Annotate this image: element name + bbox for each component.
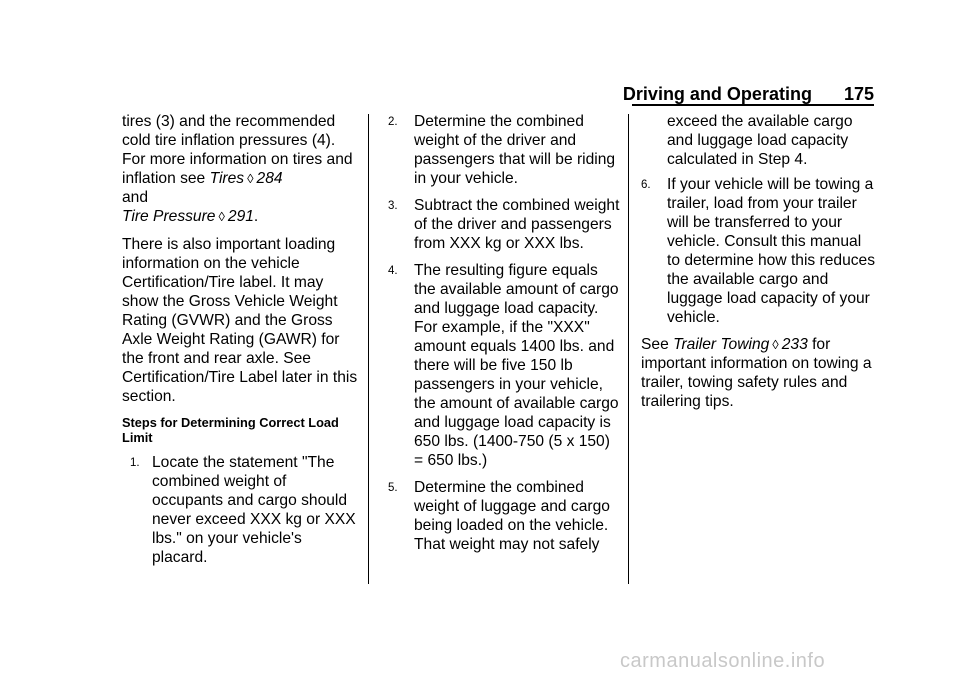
- column-divider-2: [628, 114, 629, 584]
- subheading-load-limit: Steps for Determining Correct Load Limit: [122, 415, 339, 445]
- xref-tires-link[interactable]: Tires: [209, 170, 245, 187]
- step-number: 2.: [388, 116, 398, 128]
- step-text: Determine the combined weight of the driver and passengers that will be riding in your vehicle.: [414, 113, 616, 187]
- column-divider-1: [368, 114, 369, 584]
- watermark: carmanualsonline.info: [620, 650, 826, 672]
- header-rule: [632, 104, 874, 106]
- page-ref-icon: ◊: [247, 171, 254, 186]
- column-2: [388, 112, 620, 562]
- xref-page-233[interactable]: 233: [781, 336, 808, 353]
- step-text: Determine the combined weight of luggage and cargo being loaded on the vehicle. That weight may not safely: [414, 479, 610, 553]
- step-item-4: [388, 261, 620, 470]
- period: .: [253, 208, 259, 225]
- step-item-1: [122, 453, 358, 567]
- paragraph-trailer: [641, 335, 877, 411]
- page-ref-icon: ◊: [772, 337, 779, 352]
- step-item-2: [388, 112, 620, 188]
- paragraph-text: tires (3) and the recommended cold tire inflation pressures (4). For more information on tires and inflation see: [122, 113, 353, 187]
- step-text: Locate the statement "The combined weight of occupants and cargo should never exceed XXX kg or XXX lbs." on your vehicle's placard.: [152, 454, 356, 566]
- section-title: Driving and Operating: [622, 84, 812, 104]
- xref-page-291[interactable]: 291: [227, 208, 254, 225]
- page-ref-icon: ◊: [218, 209, 225, 224]
- xref-trailer-towing-link[interactable]: Trailer Towing: [673, 336, 770, 353]
- page-number: 175: [843, 84, 874, 104]
- step-text: Subtract the combined weight of the driver and passengers from XXX kg or XXX lbs.: [414, 197, 620, 252]
- paragraph-tires: [122, 112, 358, 226]
- step-text: The resulting figure equals the available amount of cargo and luggage load capacity. For example, if the "XXX" amount equals 1400 lbs. and there will be five 150 lb passengers in your vehicle, the amount of available cargo and luggage load capacity is 650 lbs. (1400-750 (5 x 150) = 650 lbs.): [414, 262, 619, 469]
- and-text: and: [122, 189, 149, 206]
- xref-tire-pressure-link[interactable]: Tire Pressure: [122, 208, 216, 225]
- paragraph-text: for important information on towing a trailer, towing safety rules and trailering tips.: [641, 336, 872, 410]
- step-number: 4.: [388, 265, 398, 277]
- running-header: [623, 84, 874, 105]
- step-5-continuation: exceed the available cargo and luggage load capacity calculated in Step 4.: [667, 113, 853, 168]
- column-1: [122, 112, 358, 575]
- step-number: 5.: [388, 482, 398, 494]
- see-text: See: [641, 336, 674, 353]
- step-number: 3.: [388, 200, 398, 212]
- step-number: 1.: [130, 457, 140, 469]
- paragraph-label-info: There is also important loading information on the vehicle Certification/Tire label. It may show the Gross Vehicle Weight Rating (GVWR) and the Gross Axle Weight Rating (GAWR) for the front and rear axle. See Certification/Tire Label later in this section.: [122, 236, 358, 405]
- step-item-3: [388, 196, 620, 253]
- step-text: If your vehicle will be towing a trailer, load from your trailer will be transferred to your vehicle. Consult this manual to determine how this reduces the available cargo and luggage load capacity of your vehicle.: [667, 176, 876, 326]
- step-item-6: [641, 175, 877, 327]
- xref-page-284[interactable]: 284: [256, 170, 283, 187]
- step-number: 6.: [641, 179, 651, 191]
- column-3: [641, 112, 877, 420]
- step-item-5: [388, 478, 620, 554]
